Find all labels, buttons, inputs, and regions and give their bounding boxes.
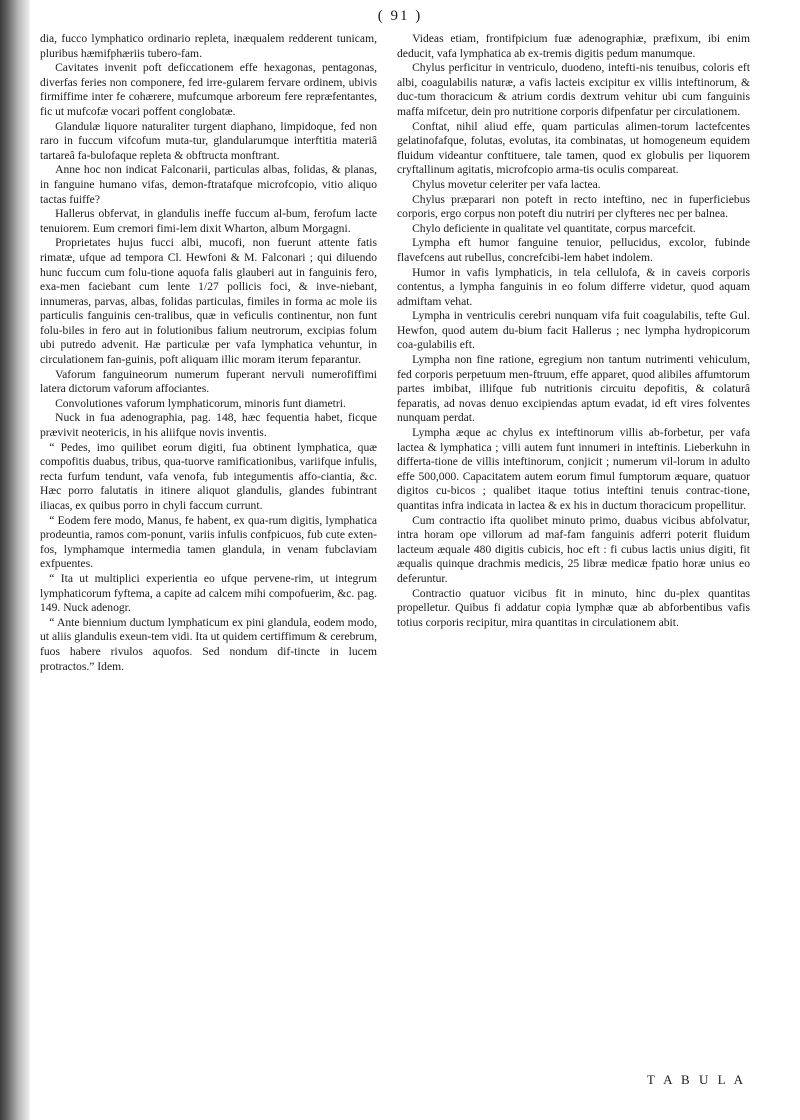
- book-binding-shadow: [0, 0, 30, 1120]
- paragraph: Videas etiam, frontifpicium fuæ adenographiæ, præfixum, ibi enim deducit, vafa lymphatica ab ex-tremis digitis pedum manumque.: [397, 32, 750, 60]
- paragraph: Chylus præparari non poteft in recto inteftino, nec in fuperficiebus corporis, ergo corpus non poteft diu nutriri per clyfteres nec per balnea.: [397, 192, 750, 221]
- quote-paragraph: “ Ante biennium ductum lymphaticum ex pini glandula, eodem modo, ut aliis glandulis exeun-tem vidi. Ita ut quidem certiffimum & cerebrum, fuos habere rivulos aquofos. Sed nondum dif-tincte in lucem protractos.” Idem.: [40, 615, 377, 673]
- quote-paragraph: “ Eodem fere modo, Manus, fe habent, ex qua-rum digitis, lymphatica prodeuntia, ramos com-ponunt, variis infulis confpicuos, fub cute exten-fos, lymphamque intermedia tamen glandula, in venam fubclaviam exfpuentes.: [40, 513, 377, 571]
- paragraph: Chylo deficiente in qualitate vel quantitate, corpus marcefcit.: [412, 221, 696, 235]
- paragraph: Lympha æque ac chylus ex inteftinorum villis ab-forbetur, per vafa lactea & lymphatica ; villi autem funt innumeri in inteftinis. Lieberkuhn in differta-tione de villis inteftinorum, conjicit ; numerum vil-lorum in adulto effe 500,000. Capacitatem autem eorum fimul fumptorum æquare, quatuor digitos cu-bicos ; qualibet itaque totius inteftini tenuis contrac-tione, quantitas infra indicata in lactea & ex his in ductum thoracicum propellitur.: [397, 426, 750, 512]
- paragraph: Hallerus obfervat, in glandulis ineffe fuccum al-bum, ferofum lacte tenuiorem. Eum cremori fimi-lem dixit Wharton, album Morgagni.: [40, 207, 377, 235]
- paragraph: Vaforum fanguineorum numerum fuperant nervuli numerofiffimi latera dictorum vaforum affociantes.: [40, 367, 377, 396]
- paragraph: Contractio quatuor vicibus fit in minuto, hinc du-plex quantitas propelletur. Quibus fi addatur copia lymphæ quæ ab abforbentibus vafis totius corporis recipitur, mira quantitas in circulationem abit.: [397, 586, 750, 629]
- paragraph: Lympha in ventriculis cerebri nunquam vifa fuit coagulabilis, tefte Gul. Hewfon, quod autem du-bium facit Hallerus ; nec lympha hydropicorum coa-gulabilis eft.: [397, 309, 750, 352]
- quote-paragraph: “ Pedes, imo quilibet eorum digiti, fua obtinent lymphatica, quæ compofitis duabus, tribus, qua-tuorve ramificationibus, variifque infulis, recta furfum tendunt, vafa venofa, fub integumentis affo-ciantia, &c. Hæc porro falutatis in itinere aliquot glandulis, glandes fubintrant iliacas, ex quibus porro in chyli faccum currunt.: [40, 440, 377, 512]
- right-column: [397, 32, 750, 630]
- paragraph: Nuck in fua adenographia, pag. 148, hæc fequentia habet, ficque prævivit neotericis, in his aliifque novis inventis.: [40, 411, 377, 440]
- paragraph: Glandulæ liquore naturaliter turgent diaphano, limpidoque, fed non raro in fuccum vifcofum muta-tur, glandularumque interftitia materiâ tartareâ fa-bulofaque repleta & obftructa monftrant.: [40, 119, 377, 162]
- paragraph: Lympha eft humor fanguine tenuior, pellucidus, excolor, fubinde flavefcens aut rubellus, concrefcibi-lem habet indolem.: [397, 236, 750, 264]
- page-number: ( 91 ): [377, 8, 423, 24]
- paragraph: Cavitates invenit poft deficcationem effe hexagonas, pentagonas, diverfas feries non componere, fed irre-gularem fervare ordinem, ubivis firmiffime inter fe cohærere, mufcumque arboreum fere repræfentantes, fic ut mufcofæ vocari poffent conglobatæ.: [40, 61, 377, 118]
- paragraph: Cum contractio ifta quolibet minuto primo, duabus vicibus abfolvatur, intra horam ope villorum ad maf-fam fanguinis adferri poterit fluidum lacteum æquale 480 digitis cubicis, hoc eft : fi cubus lactis unius digiti, fit æqualis quinque drachmis medicis, 25 libræ medicæ fpatio horæ unius eo deferuntur.: [397, 513, 750, 585]
- paragraph: Conftat, nihil aliud effe, quam particulas alimen-torum lactefcentes gelatinofafque, folutas, evolutas, ita combinatas, ut homogeneum equidem fluidum videantur conftituere, tale tamen, quod ex globulis per liquorem cryftallinum agitatis, microfcopio arma-tis oculis compareat.: [397, 119, 750, 177]
- paragraph: Lympha non fine ratione, egregium non tantum nutrimenti vehiculum, fed corporis perpetuum men-ftruum, effe apparet, quod alibiles affumtorum partes imbibat, illifque fub nutritionis circuitu depofitis, & colaturâ feparatis, ad novas denuo excipiendas aptum evadat, id eft vires folventes nunquam perdat.: [397, 353, 750, 425]
- paragraph: Chylus perficitur in ventriculo, duodeno, intefti-nis tenuibus, coloris eft albi, coagulabilis naturæ, a vafis lacteis excipitur ex villis inteftinorum, & duc-tum thoracicum & atrium cordis dextrum vehitur ubi cum fanguinis maffa mifcetur, dein pro nutritione corporis difpenfatur per circulationem.: [397, 61, 750, 118]
- quote-paragraph: “ Ita ut multiplici experientia eo ufque pervene-rim, ut integrum lymphaticorum fyftema, a capite ad calcem mihi compofuerim, &c. pag. 149. Nuck adenogr.: [40, 571, 377, 615]
- paragraph: Convolutiones vaforum lymphaticorum, minoris funt diametri.: [55, 396, 346, 410]
- paragraph: dia, fucco lymphatico ordinario repleta, inæqualem redderent tunicam, pluribus hæmifphæriis tubero-fam.: [40, 32, 377, 60]
- paragraph: Proprietates hujus fucci albi, mucofi, non fuerunt attente fatis rimatæ, ufque ad tempora Cl. Hewfoni & M. Falconari ; qui diluendo hunc fuccum cum folu-tione aquofa falis glauberi aut in fanguinis fero, exa-men faciebant cum lente 1/27 pollicis foci, & inve-niebant, innumeras, parvas, albas, folidas particulas, fimiles in forma ac mole iis particulis fanguinis cen-tralibus, quæ in veficulis continentur, non funt folu-biles in fero aut in folutionibus falium neutrorum, excipias folum ubi putredo advenit. Hæ particulæ per vafa lymphatica vehuntur, in circulationem fan-guinis, poft aliquam illic moram iterum feparantur.: [40, 236, 377, 367]
- paragraph: Chylus movetur celeriter per vafa lactea.: [412, 177, 601, 191]
- catchword: T A B U L A: [646, 1072, 746, 1087]
- paragraph: Anne hoc non indicat Falconarii, particulas albas, folidas, & planas, in fanguine humano vifas, demon-ftratafque microfcopio, vitio aliquo tactas fuiffe?: [40, 163, 377, 206]
- left-column: [40, 32, 377, 674]
- paragraph: Humor in vafis lymphaticis, in tela cellulofa, & in caveis corporis contentus, a lympha fanguinis in eo folum differre videtur, quod aquam admiftam vehat.: [397, 265, 750, 308]
